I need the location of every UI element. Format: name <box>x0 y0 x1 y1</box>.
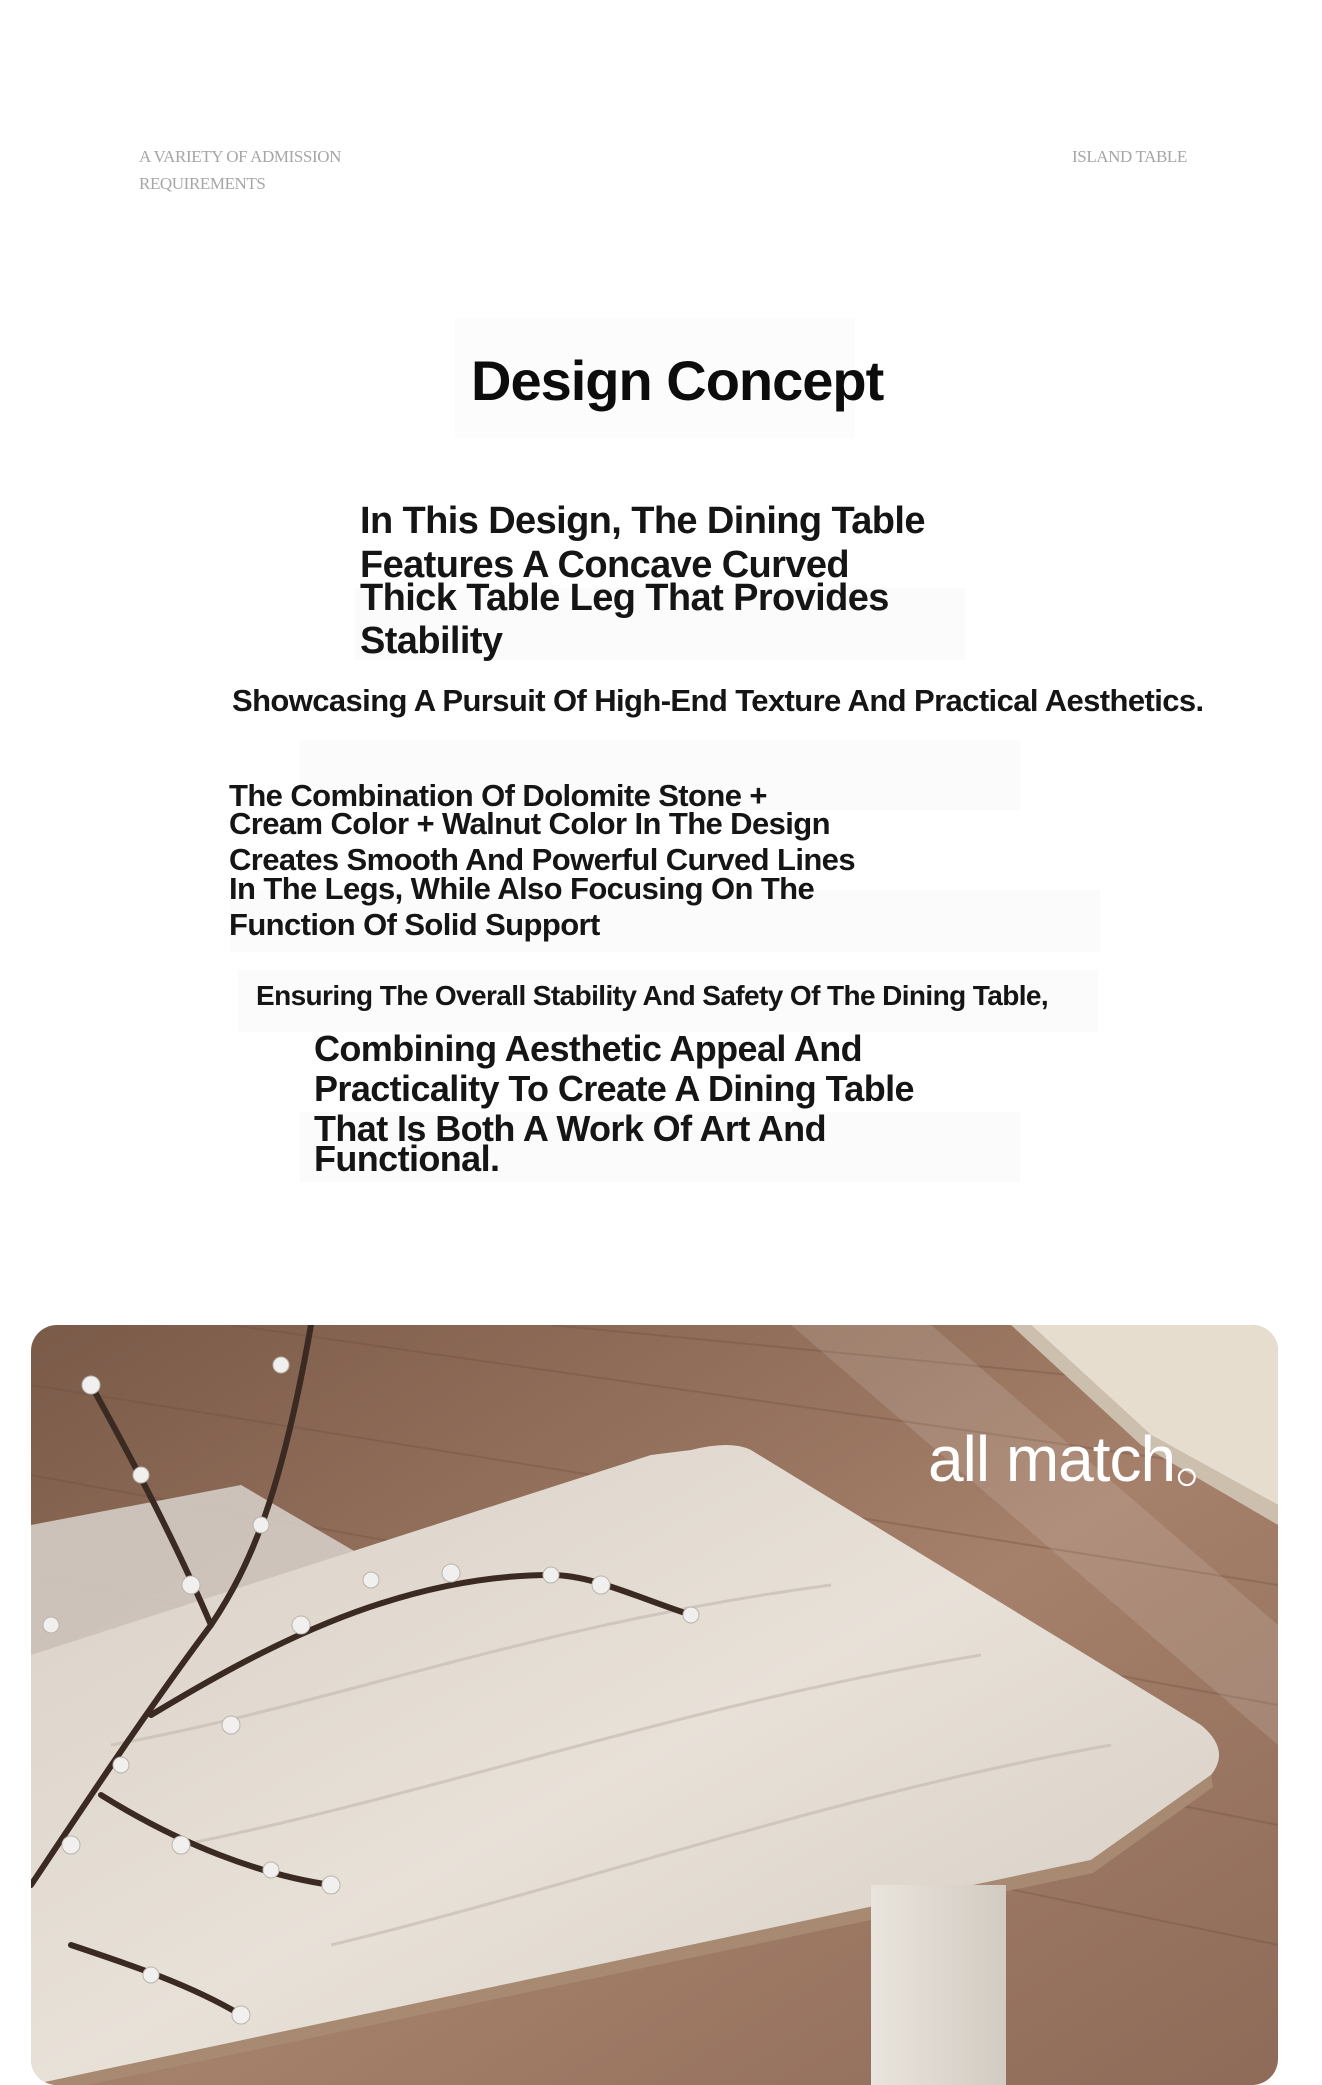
concept-line: In The Legs, While Also Focusing On The <box>229 871 815 906</box>
header-left-line2: REQUIREMENTS <box>139 174 266 193</box>
title-banner <box>455 318 884 438</box>
concept-line: Stability <box>360 620 503 662</box>
concept-line: Functional. <box>314 1138 500 1179</box>
concept-line: Creates Smooth And Powerful Curved Lines <box>229 842 855 877</box>
concept-line: Ensuring The Overall Stability And Safety Of The Dining Table, <box>256 980 1049 1011</box>
concept-line: Features A Concave Curved <box>360 544 850 586</box>
header-left-line1: A VARIETY OF ADMISSION <box>139 147 342 166</box>
header-left-label <box>139 143 399 197</box>
concept-line: Showcasing A Pursuit Of High-End Texture And Practical Aesthetics. <box>232 683 1204 718</box>
concept-line: That Is Both A Work Of Art And <box>314 1108 826 1149</box>
concept-line: The Combination Of Dolomite Stone + <box>229 778 767 813</box>
page-title: Design Concept <box>471 349 884 412</box>
concept-line: Function Of Solid Support <box>229 907 600 942</box>
concept-line: Thick Table Leg That Provides <box>360 577 889 619</box>
concept-line: Combining Aesthetic Appeal And <box>314 1028 863 1069</box>
concept-line: Practicality To Create A Dining Table <box>314 1068 914 1109</box>
concept-line: In This Design, The Dining Table <box>360 500 925 542</box>
brand-watermark: all match。 <box>928 1423 1239 1495</box>
concept-line: Cream Color + Walnut Color In The Design <box>229 806 830 841</box>
header-right-label: ISLAND TABLE <box>1072 147 1187 166</box>
product-photo <box>31 1325 1278 2085</box>
